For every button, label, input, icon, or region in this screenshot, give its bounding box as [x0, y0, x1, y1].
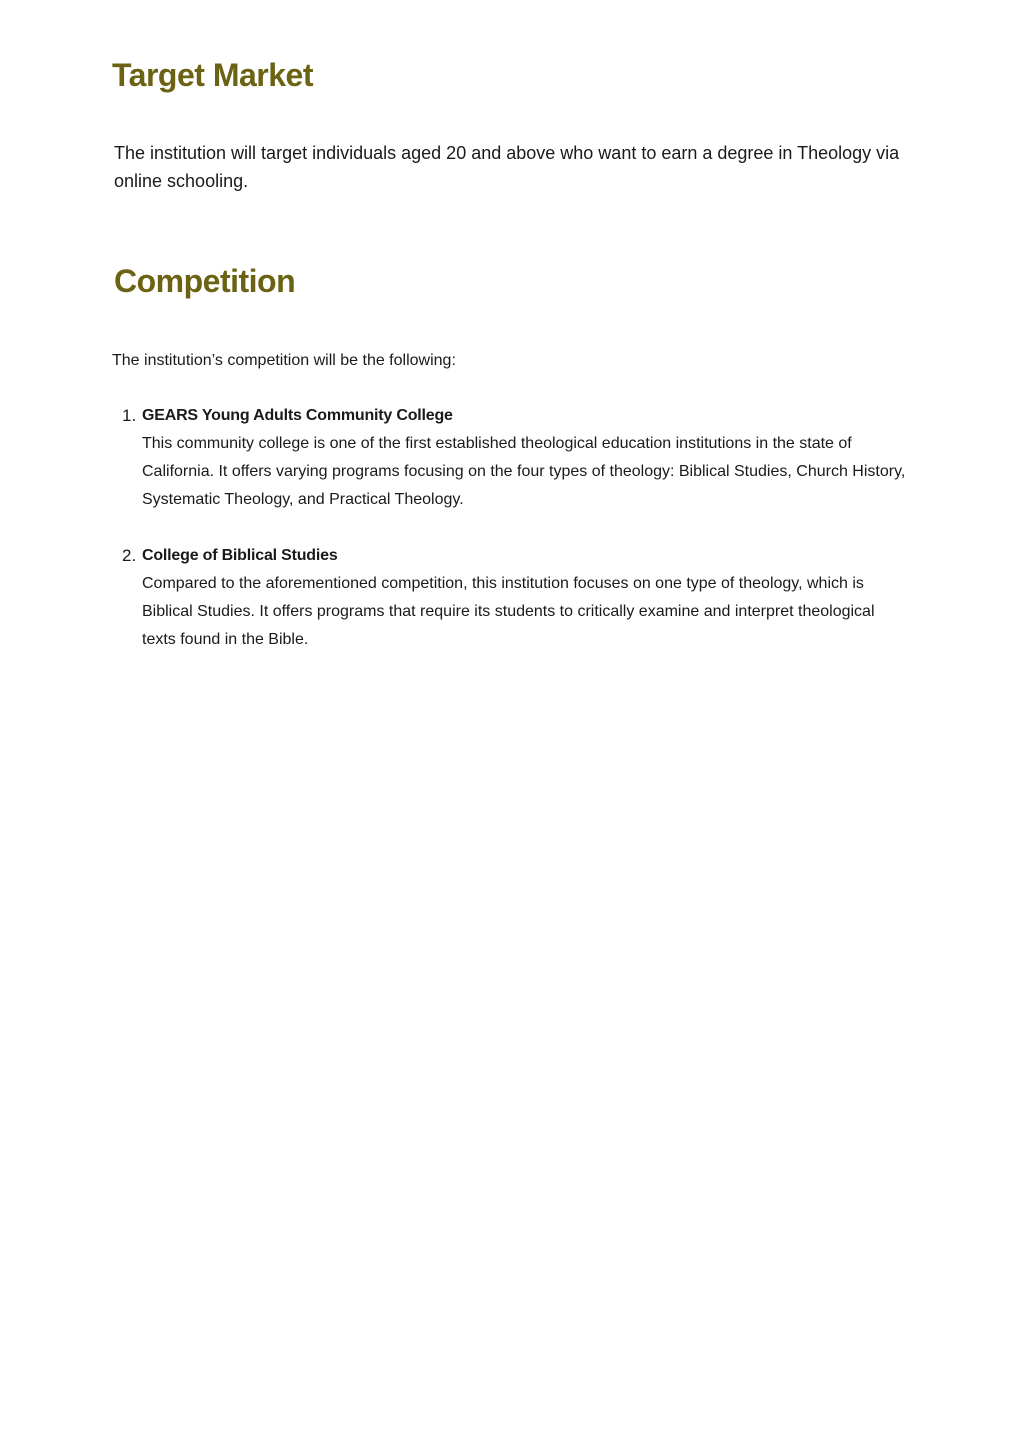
competitor-name: College of Biblical Studies: [142, 547, 338, 564]
competition-intro: The institution’s competition will be the following:: [112, 352, 456, 369]
competition-heading: Competition: [114, 263, 296, 299]
list-number: 1.: [122, 406, 137, 425]
target-market-heading: Target Market: [112, 57, 313, 93]
competitor-name: GEARS Young Adults Community College: [142, 407, 453, 424]
competition-list: [112, 402, 912, 682]
competition-item: [112, 542, 912, 654]
competition-item: [112, 402, 912, 514]
competitor-description: Compared to the aforementioned competition, this institution focuses on one type of theology, which is Biblical Studies. It offers programs that require its students to critically examine and interpret theological texts found in the Bible.: [142, 575, 875, 648]
list-number: 2.: [122, 546, 137, 565]
competitor-description: This community college is one of the first established theological education institutions in the state of California. It offers varying programs focusing on the four types of theology: Biblical Studies, Church History, Systematic Theology, and Practical Theology.: [142, 435, 906, 508]
target-market-body: The institution will target individuals aged 20 and above who want to earn a degree in Theology via online schooling.: [114, 143, 900, 191]
